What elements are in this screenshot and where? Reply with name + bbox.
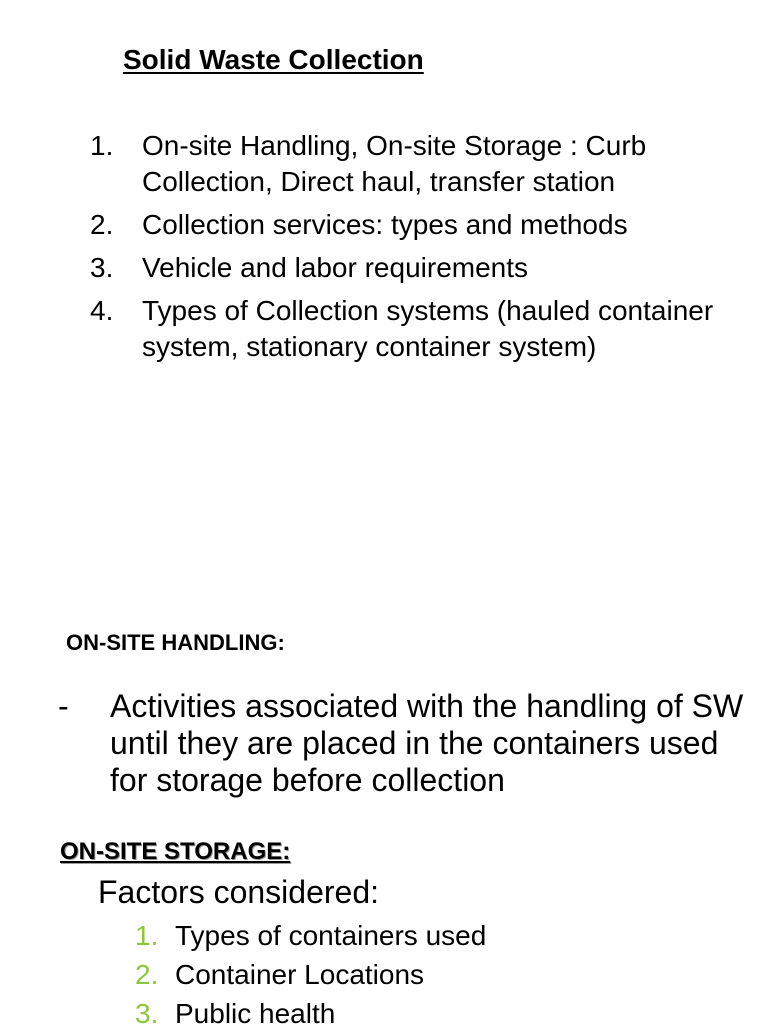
outline-item-number: 1. (90, 130, 114, 161)
outline-item (90, 128, 730, 200)
outline-item-number: 4. (90, 295, 114, 326)
factor-item-text: Types of containers used (175, 920, 487, 951)
onsite-handling-bullet: - (58, 688, 69, 724)
onsite-handling-heading: ON-SITE HANDLING: (66, 630, 285, 655)
onsite-handling-description: Activities associated with the handling of SW until they are placed in the containers used for storage before collection (110, 688, 744, 798)
factor-item-number: 1. (135, 920, 159, 951)
factor-item (135, 955, 486, 994)
factor-item-text: Container Locations (175, 959, 425, 990)
factor-item-number: 3. (135, 998, 159, 1029)
onsite-storage-heading: ON-SITE STORAGE: (60, 838, 291, 865)
outline-item-number: 3. (90, 252, 114, 283)
outline-item (90, 293, 730, 365)
outline-item-text: On-site Handling, On-site Storage : Curb Collection, Direct haul, transfer station (142, 130, 647, 197)
outline-item-number: 2. (90, 209, 114, 240)
outline-list (90, 128, 730, 372)
outline-item (90, 207, 730, 243)
factor-item-number: 2. (135, 959, 159, 990)
factor-item (135, 994, 486, 1033)
factor-item-text: Public health (175, 998, 336, 1029)
factors-considered-label: Factors considered: (98, 874, 380, 910)
factor-item (135, 916, 486, 955)
outline-item-text: Types of Collection systems (hauled container system, stationary container system) (142, 295, 714, 362)
outline-item-text: Collection services: types and methods (142, 209, 628, 240)
outline-item-text: Vehicle and labor requirements (142, 252, 529, 283)
document-title: Solid Waste Collection (123, 44, 424, 75)
factors-list (135, 916, 486, 1033)
outline-item (90, 250, 730, 286)
